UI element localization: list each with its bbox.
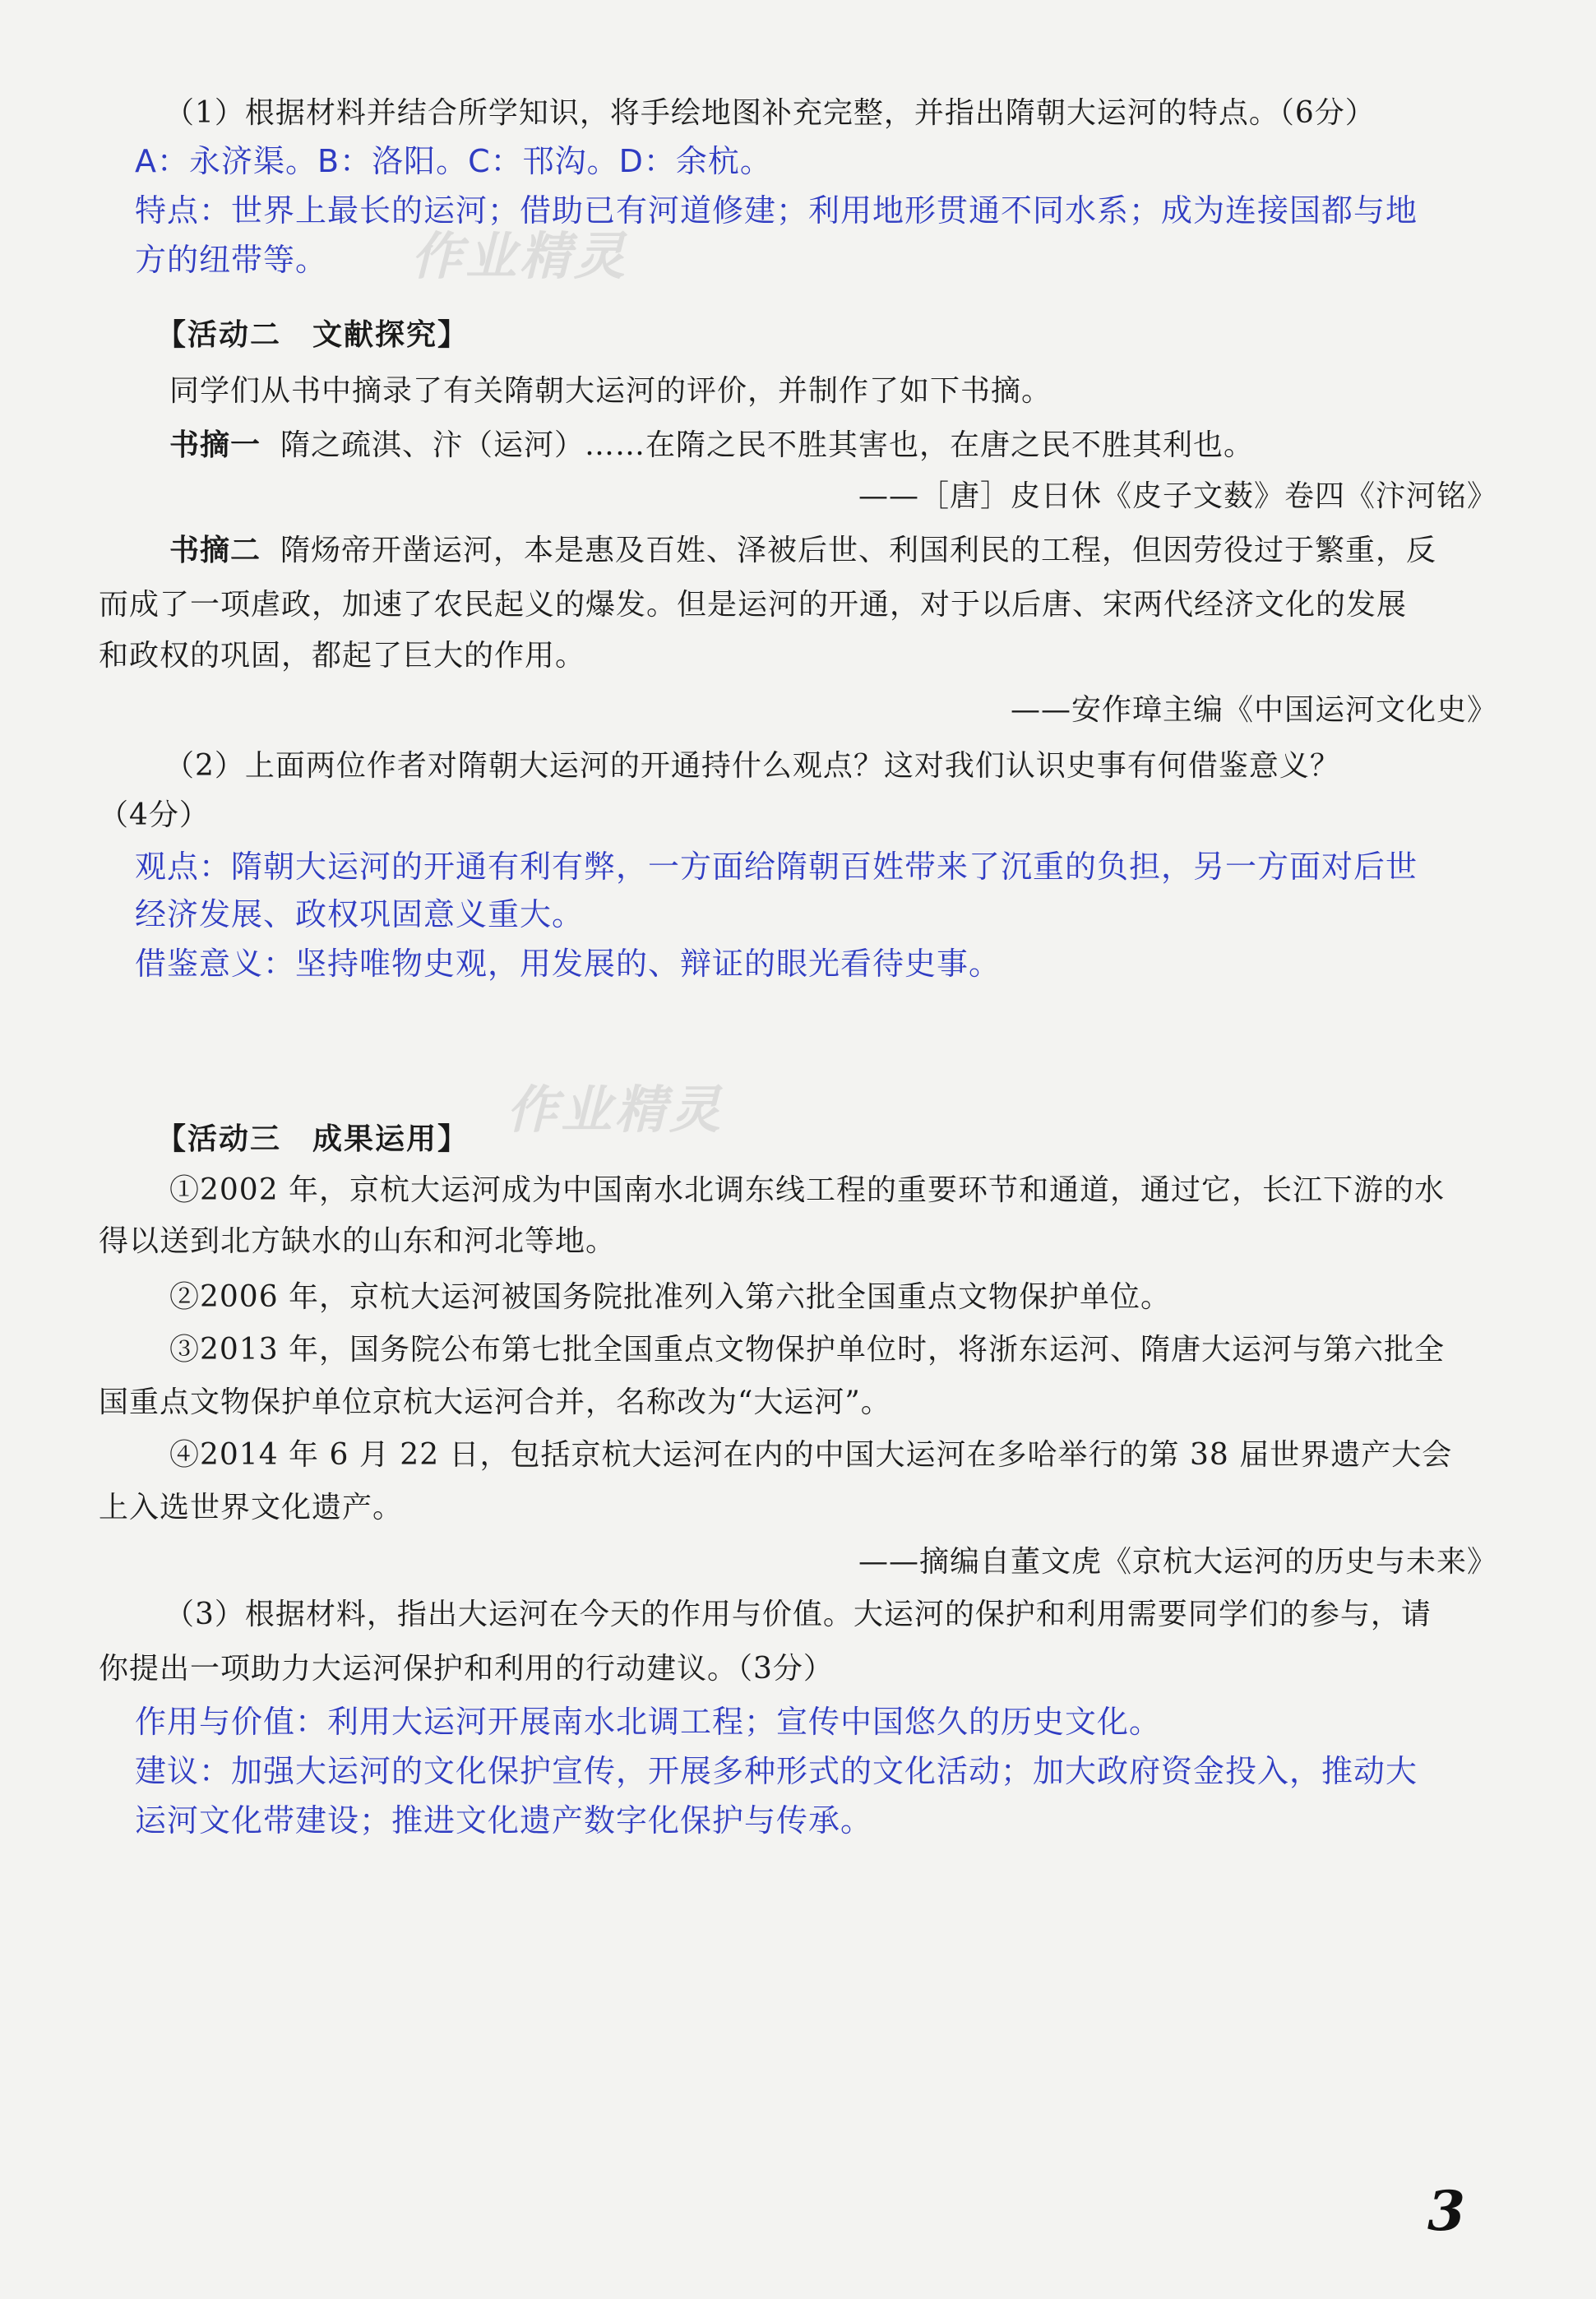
answer-2-view-line-2: 经济发展、政权巩固意义重大。 xyxy=(135,896,585,932)
excerpt-1-label: 书摘一 xyxy=(169,428,261,462)
activity-2-heading: 【活动二 文献探究】 xyxy=(156,318,470,352)
answer-1-features-line-1: 特点：世界上最长的运河；借助已有河道修建；利用地形贯通不同水系；成为连接国都与地 xyxy=(135,192,1418,229)
answer-3-suggest-line-1: 建议：加强大运河的文化保护宣传，开展多种形式的文化活动；加大政府资金投入，推动大 xyxy=(135,1753,1418,1789)
question-3-line-2: 你提出一项助力大运河保护和利用的行动建议。（3分） xyxy=(99,1652,834,1686)
watermark-1: 作业精灵 xyxy=(411,226,629,286)
excerpt-1-text: 隋之疏淇、汴（运河）……在隋之民不胜其害也，在唐之民不胜其利也。 xyxy=(280,428,1255,462)
question-1: （1）根据材料并结合所学知识，将手绘地图补充完整，并指出隋朝大运河的特点。（6分） xyxy=(164,96,1376,130)
excerpt-1-source: ——［唐］皮日休《皮子文薮》卷四《汴河铭》 xyxy=(858,479,1497,513)
item-3-line-2: 国重点文物保护单位京杭大运河合并，名称改为“大运河”。 xyxy=(99,1385,891,1419)
item-3-line-1: ③2013 年，国务院公布第七批全国重点文物保护单位时，将浙东运河、隋唐大运河与第六批全 xyxy=(169,1333,1446,1367)
item-2: ②2006 年，京杭大运河被国务院批准列入第六批全国重点文物保护单位。 xyxy=(169,1280,1172,1314)
answer-1-features-line-2: 方的纽带等。 xyxy=(135,242,328,278)
excerpt-2-line-3: 和政权的巩固，都起了巨大的作用。 xyxy=(99,639,586,673)
activity-3-heading: 【活动三 成果运用】 xyxy=(156,1122,470,1156)
answer-2-lesson: 借鉴意义：坚持唯物史观，用发展的、辩证的眼光看待史事。 xyxy=(135,946,1002,982)
item-4-line-2: 上入选世界文化遗产。 xyxy=(99,1491,404,1524)
answer-3-suggest-line-2: 运河文化带建设；推进文化遗产数字化保护与传承。 xyxy=(135,1802,873,1839)
answer-3-value: 作用与价值：利用大运河开展南水北调工程；宣传中国悠久的历史文化。 xyxy=(135,1704,1162,1740)
watermark-2: 作业精灵 xyxy=(507,1080,724,1140)
excerpt-2-label: 书摘二 xyxy=(169,534,261,567)
excerpt-2-text: 隋炀帝开凿运河，本是惠及百姓、泽被后世、利国利民的工程，但因劳役过于繁重，反 xyxy=(280,534,1437,567)
excerpt-1 xyxy=(169,426,1254,465)
item-1-line-2: 得以送到北方缺水的山东和河北等地。 xyxy=(99,1224,617,1258)
activity-3-source: ——摘编自董文虎《京杭大运河的历史与未来》 xyxy=(858,1545,1497,1579)
excerpt-2-source: ——安作璋主编《中国运河文化史》 xyxy=(1010,693,1497,727)
item-1-line-1: ①2002 年，京杭大运河成为中国南水北调东线工程的重要环节和通道，通过它，长江下游的水 xyxy=(169,1173,1446,1207)
activity-2-intro: 同学们从书中摘录了有关隋朝大运河的评价，并制作了如下书摘。 xyxy=(169,374,1052,408)
excerpt-2-line-2: 而成了一项虐政，加速了农民起义的爆发。但是运河的开通，对于以后唐、宋两代经济文化的发展 xyxy=(99,588,1408,622)
question-3-line-1: （3）根据材料，指出大运河在今天的作用与价值。大运河的保护和利用需要同学们的参与，请 xyxy=(164,1598,1432,1631)
page-number: 3 xyxy=(1427,2179,1465,2243)
excerpt-2-line-1 xyxy=(169,531,1436,571)
answer-2-view-line-1: 观点：隋朝大运河的开通有利有弊，一方面给隋朝百姓带来了沉重的负担，另一方面对后世 xyxy=(135,849,1418,885)
answer-1-points: A：永济渠。B：洛阳。C：邗沟。D：余杭。 xyxy=(135,143,772,179)
question-2-line-2: （4分） xyxy=(99,798,210,832)
item-4-line-1: ④2014 年 6 月 22 日，包括京杭大运河在内的中国大运河在多哈举行的第 38 届世界遗产大会 xyxy=(169,1438,1453,1472)
question-2-line-1: （2）上面两位作者对隋朝大运河的开通持什么观点？这对我们认识史事有何借鉴意义？ xyxy=(164,749,1340,783)
